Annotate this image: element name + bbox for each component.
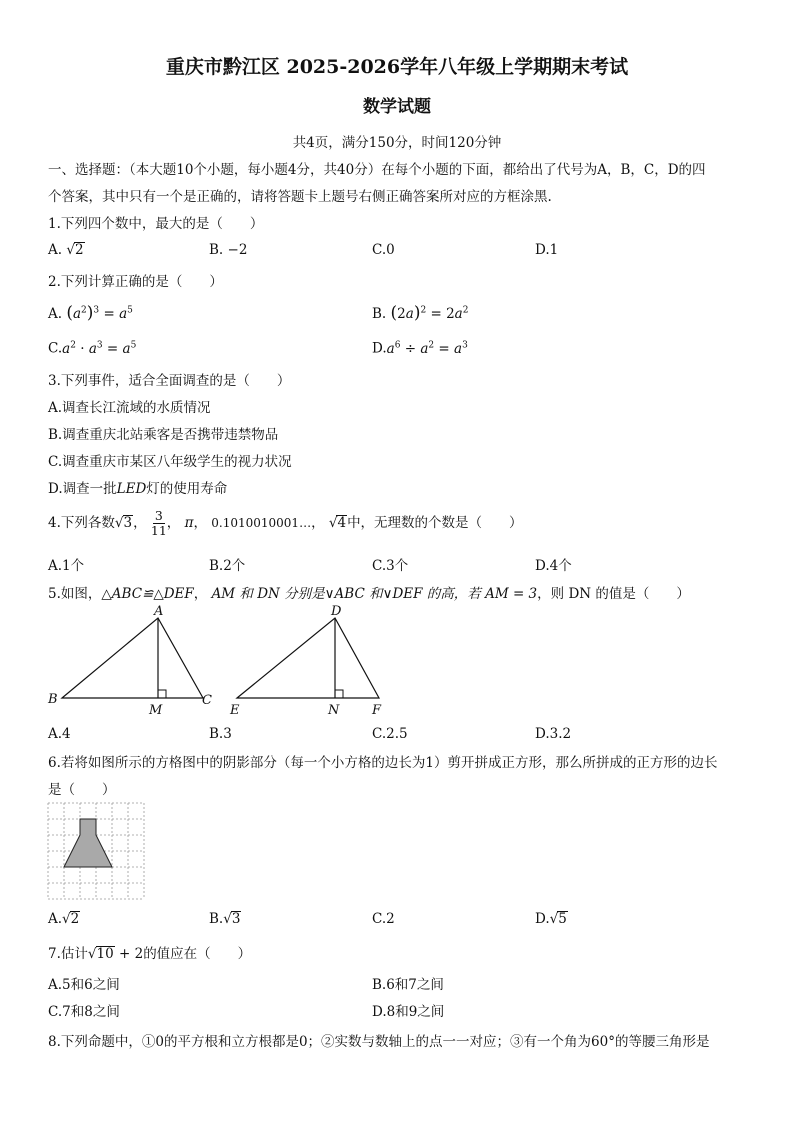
q5-congruence: △ABC≌△DEF — [101, 586, 194, 602]
q3-d-post: 灯的使用寿命 — [146, 481, 228, 497]
label-n: N — [328, 703, 340, 718]
q2-option-b — [372, 303, 468, 323]
q2-option-c — [48, 340, 136, 357]
q2-option-d — [372, 340, 468, 357]
q6-b-radicand: 3 — [231, 911, 241, 927]
q6-stem-line2: 是（ ） — [48, 782, 116, 798]
q6-d-radicand: 5 — [558, 911, 567, 927]
q5-stem-pre: 5.如图， — [48, 586, 102, 602]
q7-option-a: A.5和6之间 — [48, 977, 120, 993]
q2-a-label: A. — [48, 306, 63, 322]
q3-stem: 3.下列事件，适合全面调查的是（ ） — [48, 373, 291, 389]
q7-stem-pre: 7.估计 — [48, 946, 88, 962]
q3-d-pre: D.调查一批 — [48, 481, 117, 497]
q5-stem-post: ，则 DN 的值是（ ） — [537, 586, 690, 602]
shaded-region — [64, 819, 112, 867]
q7-option-d: D.8和9之间 — [372, 1004, 445, 1020]
exam-subtitle: 数学试题 — [363, 97, 431, 117]
q5-stem: 5.如图，△ABC≌△DEF， AM 和 DN 分别是∨ABC 和∨DEF 的高，若 AM = 3，则 DN 的值是（ ） — [48, 586, 690, 602]
q6-option-c: C.2 — [372, 911, 395, 927]
q6-option-d: D.√5 — [535, 911, 567, 927]
q7-radicand: 10 — [96, 946, 114, 962]
q1-a-radicand: 2 — [74, 242, 84, 258]
q2-c-label: C. — [48, 340, 63, 357]
q5-option-c: C.2.5 — [372, 726, 408, 742]
q4-option-a: A.1个 — [48, 558, 85, 574]
q4-option-d: D.4个 — [535, 558, 572, 574]
q6-d-label: D. — [535, 911, 550, 927]
right-angle-n — [335, 690, 343, 698]
q4-decimal: 0.1010010001… — [211, 516, 312, 530]
q6-option-b: B.√3 — [209, 911, 241, 927]
q7-option-c: C.7和8之间 — [48, 1004, 120, 1020]
right-angle-m — [158, 690, 166, 698]
q2-option-a — [48, 303, 133, 323]
q2-stem: 2.下列计算正确的是（ ） — [48, 274, 223, 290]
q1-option-c: C.0 — [372, 242, 395, 258]
q3-option-a: A.调查长江流域的水质情况 — [48, 400, 211, 416]
label-d: D — [331, 604, 342, 619]
q7-option-b: B.6和7之间 — [372, 977, 444, 993]
q7-stem-post: 的值应在（ ） — [143, 946, 252, 962]
q7-plus: + 2 — [118, 946, 144, 962]
q5-given: AM = 3 — [485, 586, 538, 602]
q2-b-label: B. — [372, 306, 387, 322]
triangle-abc — [47, 604, 212, 718]
q6-a-label: A. — [48, 911, 63, 927]
q3-option-b: B.调查重庆北站乘客是否携带违禁物品 — [48, 427, 279, 443]
q3-option-c: C.调查重庆市某区八年级学生的视力状况 — [48, 454, 292, 470]
q5-option-d: D.3.2 — [535, 726, 572, 742]
label-e: E — [230, 703, 240, 718]
q4-frac-num: 3 — [154, 508, 163, 524]
q1-stem: 1.下列四个数中，最大的是（ ） — [48, 216, 264, 232]
q5-option-a: A.4 — [48, 726, 71, 742]
q2-c-formula: $a^2 \cdot a^3 = a^5$ — [62, 340, 137, 357]
q5-option-b: B.3 — [209, 726, 232, 742]
label-a: A — [154, 604, 164, 619]
q5-heights: AM 和 DN 分别是∨ABC 和∨DEF 的高，若 — [211, 586, 481, 602]
q2-a-formula: $(a^2)^3 = a^5$ — [66, 303, 133, 323]
q2-b-formula: $(2a)^2 = 2a^2$ — [390, 303, 469, 323]
label-m: M — [149, 703, 163, 718]
q7-stem: 7.估计√10 + 2的值应在（ ） — [48, 946, 252, 962]
exam-title: 重庆市黔江区 2025-2026学年八年级上学期期末考试 — [165, 56, 629, 78]
label-b: B — [48, 692, 58, 707]
label-c: C — [202, 693, 212, 708]
q6-grid-figure — [47, 802, 147, 902]
label-f: F — [372, 703, 382, 718]
q3-option-d — [48, 477, 227, 497]
q4-option-b: B.2个 — [209, 558, 246, 574]
q5-triangles-figure — [40, 604, 400, 722]
q2-d-formula: $a^6 \div a^2 = a^3$ — [386, 340, 468, 357]
triangle-def — [229, 604, 382, 718]
q4-rad4: 4 — [337, 515, 347, 531]
q3-d-led: LED — [116, 481, 147, 497]
q4-stem-pre: 4.下列各数 — [48, 515, 115, 531]
q6-a-radicand: 2 — [70, 911, 80, 927]
q4-rad3: 3 — [123, 515, 133, 531]
q2-d-label: D. — [372, 340, 387, 357]
q1-a-label: A. — [48, 242, 63, 258]
q6-stem-line1: 6.若将如图所示的方格图中的阴影部分（每一个小方格的边长为1）剪开拼成正方形，那么所拼成的正方形的边长 — [48, 755, 718, 771]
exam-info: 共4页，满分150分，时间120分钟 — [292, 135, 502, 151]
q1-option-a: A. √2 — [48, 242, 84, 258]
q4-option-c: C.3个 — [372, 558, 409, 574]
q4-frac-den: 11 — [150, 523, 167, 538]
section-intro-line2: 个答案，其中只有一个是正确的，请将答题卡上题号右侧正确答案所对应的方框涂黑. — [48, 189, 552, 205]
q1-option-b: B. −2 — [209, 242, 248, 258]
q4-pi: π — [184, 515, 194, 531]
q1-option-d: D.1 — [535, 242, 559, 258]
q4-fraction — [151, 509, 167, 538]
q6-option-a: A.√2 — [48, 911, 80, 927]
q4-stem-post: 中，无理数的个数是（ ） — [347, 515, 523, 531]
section-intro-line1: 一、选择题：（本大题10个小题，每小题4分，共40分）在每个小题的下面，都给出了代号为A，B，C，D的四 — [48, 162, 706, 178]
q6-b-label: B. — [209, 911, 224, 927]
q4-stem: 4.下列各数√3， $\frac{3}{11}$ ， π， 0.1010010001…， √4中，无理数的个数是（ ） — [48, 508, 523, 538]
q8-stem: 8.下列命题中，①0的平方根和立方根都是0；②实数与数轴上的点一一对应；③有一个角为60°的等腰三角形是 — [48, 1034, 710, 1050]
